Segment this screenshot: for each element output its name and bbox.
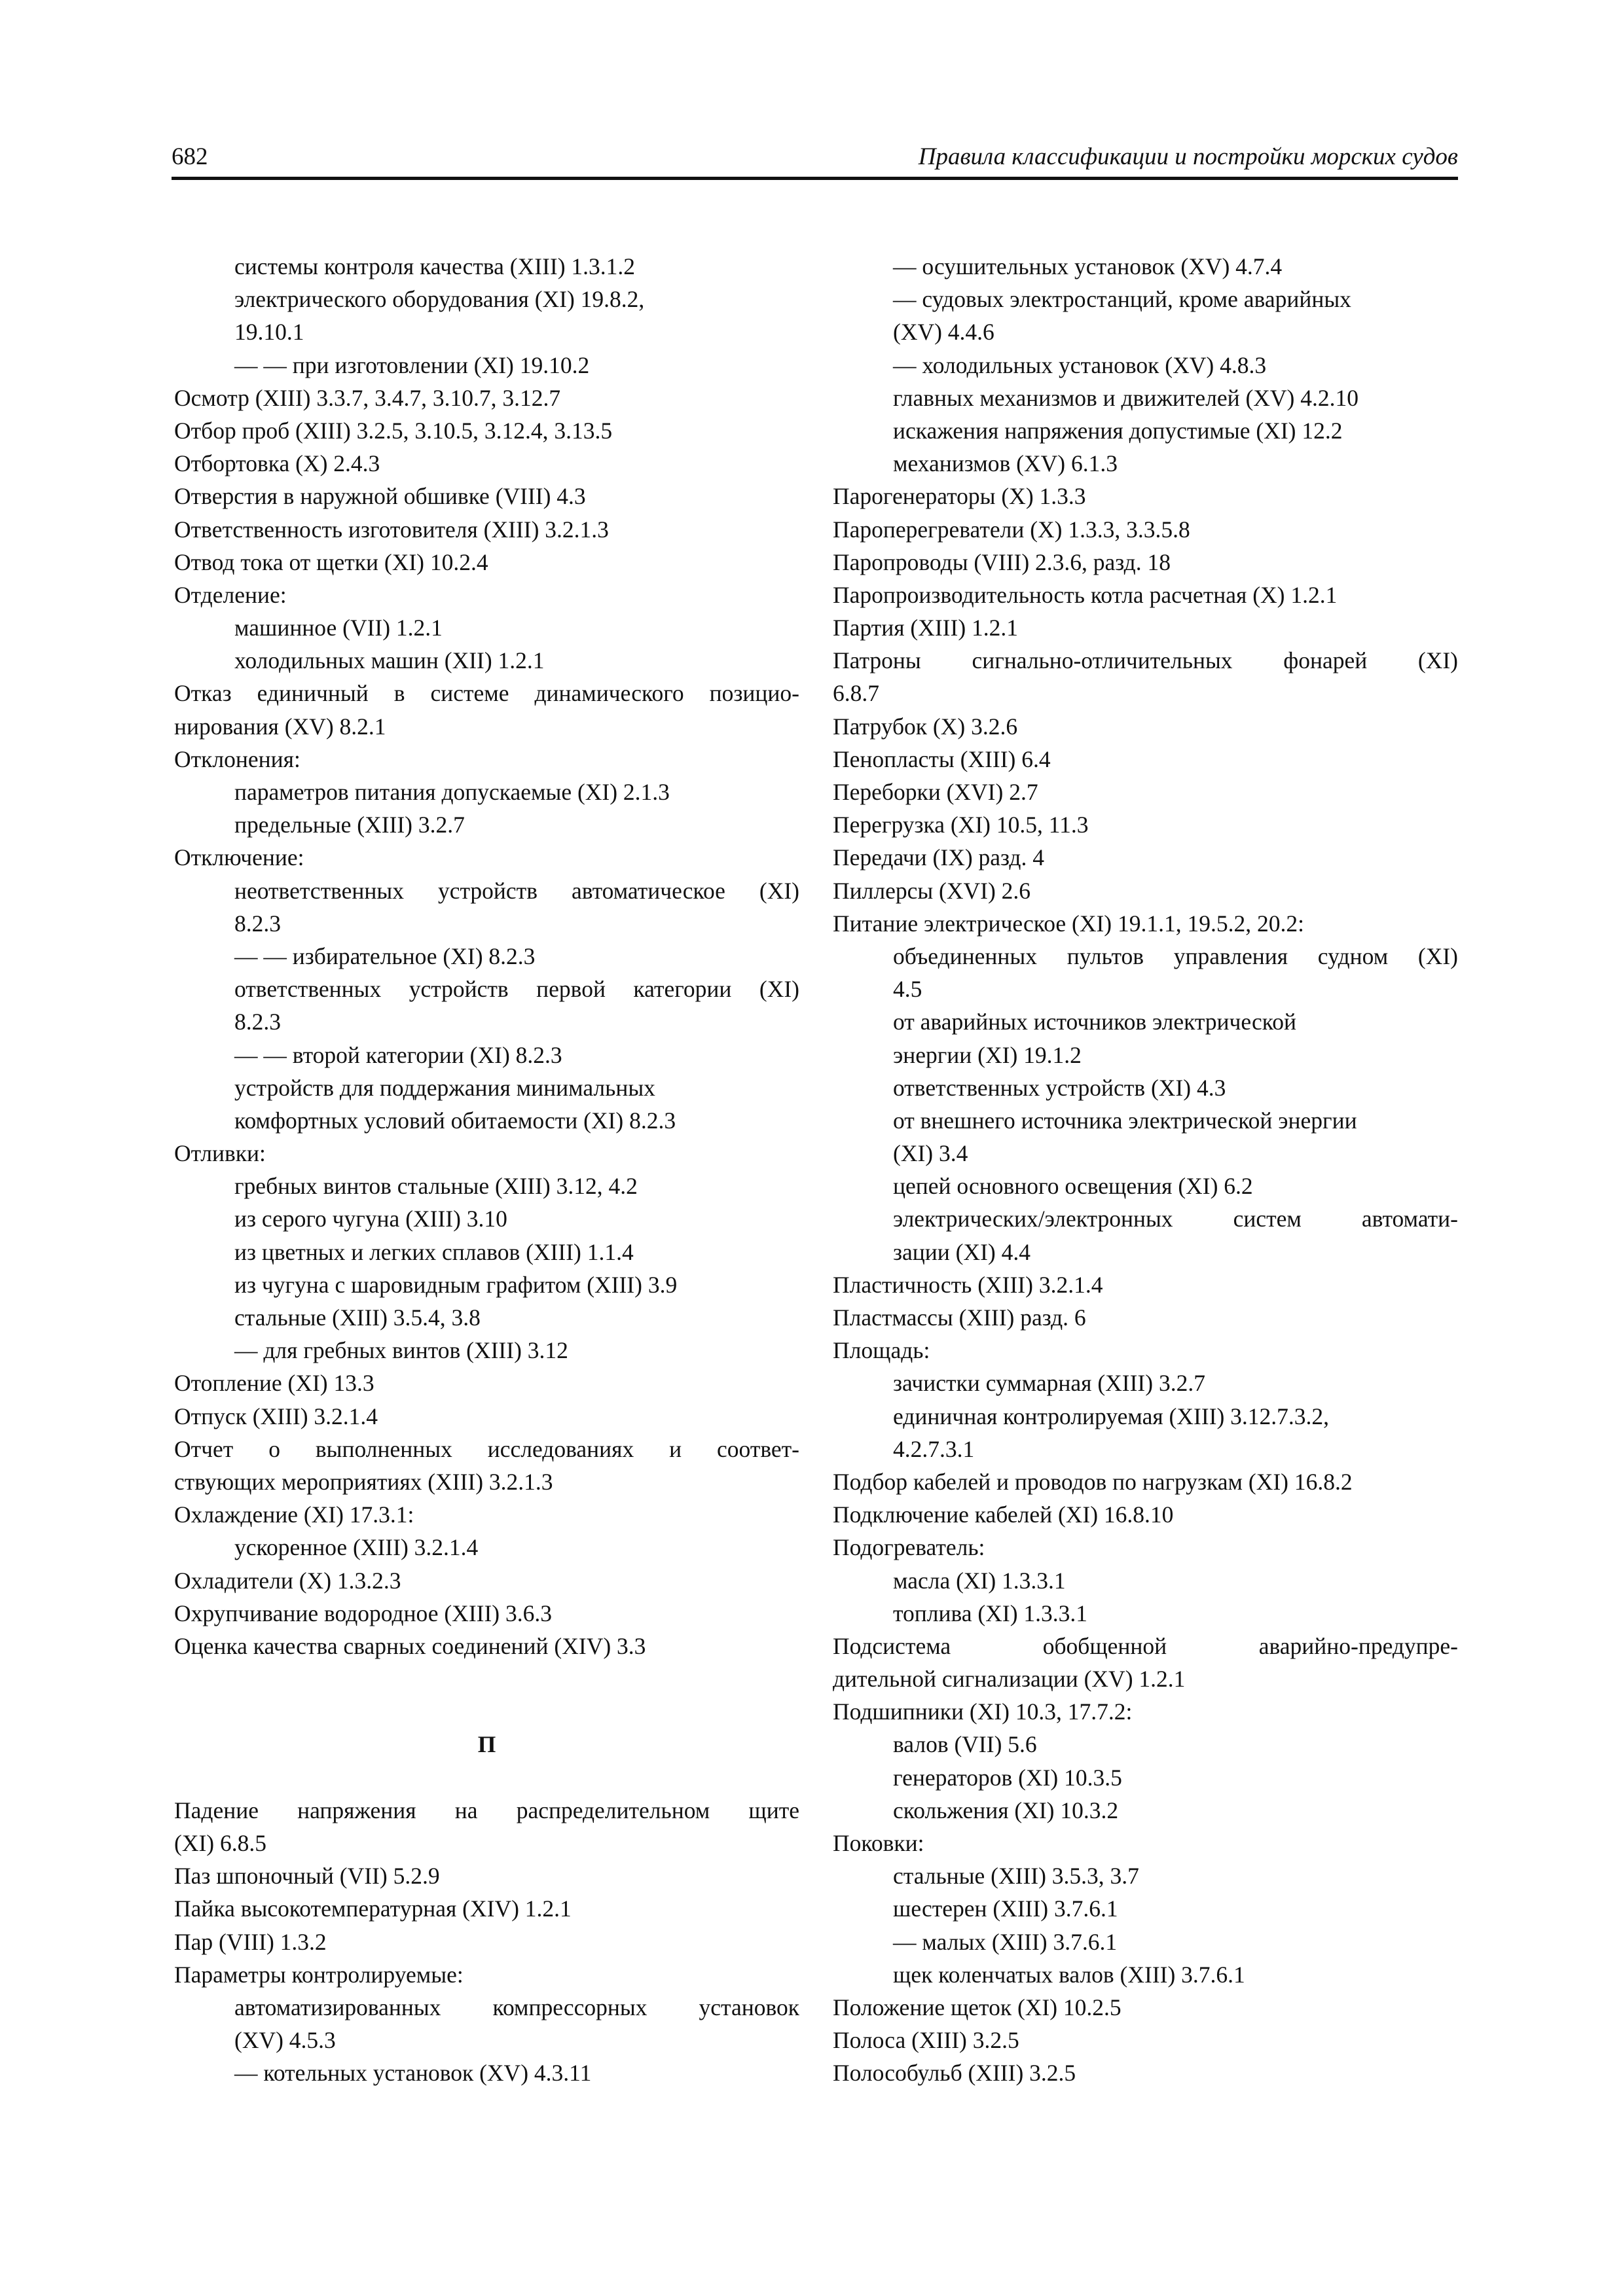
index-subentry: энергии (XI) 19.1.2: [893, 1041, 1082, 1068]
index-subentry: генераторов (XI) 10.3.5: [893, 1764, 1122, 1791]
index-subentry: — котельных установок (XV) 4.3.11: [234, 2060, 592, 2087]
index-subentry: единичная контролируемая (XIII) 3.12.7.3.2,: [893, 1403, 1330, 1429]
index-subentry: (XV) 4.4.6: [893, 319, 994, 346]
index-entry: Полоса (XIII) 3.2.5: [833, 2027, 1019, 2054]
index-subentry: цепей основного освещения (XI) 6.2: [893, 1173, 1253, 1200]
index-entry: Подогреватель:: [833, 1534, 985, 1561]
index-entry: Патроны сигнально-отличительных фонарей (XI): [833, 647, 1458, 674]
index-column-left: [174, 250, 799, 2090]
index-entry: Отвод тока от щетки (XI) 10.2.4: [174, 548, 488, 575]
index-entry: Партия (XIII) 1.2.1: [833, 615, 1019, 641]
index-subentry: гребных винтов стальные (XIII) 3.12, 4.2: [234, 1173, 638, 1200]
index-entry: Отклонения:: [174, 745, 301, 772]
index-subentry: масла (XI) 1.3.3.1: [893, 1567, 1066, 1594]
index-subentry: предельные (XIII) 3.2.7: [234, 812, 465, 838]
index-subentry: холодильных машин (XII) 1.2.1: [234, 647, 545, 674]
index-subentry: ответственных устройств первой категории (XI): [234, 976, 799, 1003]
index-subentry: — — второй категории (XI) 8.2.3: [234, 1041, 562, 1068]
index-subentry: (XI) 3.4: [893, 1140, 968, 1167]
index-entry: Питание электрическое (XI) 19.1.1, 19.5.2, 20.2:: [833, 910, 1304, 937]
index-entry: дительной сигнализации (XV) 1.2.1: [833, 1666, 1186, 1693]
index-subentry: электрических/электронных систем автомати-: [893, 1206, 1458, 1232]
index-subentry: — — при изготовлении (XI) 19.10.2: [234, 351, 590, 378]
index-entry: Пенопласты (XIII) 6.4: [833, 745, 1051, 772]
section-gap: [174, 1761, 799, 1794]
index-entry: Подключение кабелей (XI) 16.8.10: [833, 1501, 1174, 1528]
index-entry: Отказ единичный в системе динамического позицио-: [174, 680, 799, 707]
index-subentry: 4.2.7.3.1: [893, 1435, 975, 1462]
index-entry: Ответственность изготовителя (XIII) 3.2.1.3: [174, 516, 609, 543]
index-column-right: [833, 250, 1458, 2090]
index-subentry: зачистки суммарная (XIII) 3.2.7: [893, 1370, 1205, 1397]
index-subentry: — холодильных установок (XV) 4.8.3: [893, 351, 1267, 378]
index-subentry: системы контроля качества (XIII) 1.3.1.2: [234, 253, 636, 279]
section-letter: П: [477, 1731, 496, 1758]
index-entry: Отверстия в наружной обшивке (VIII) 4.3: [174, 483, 586, 510]
index-entry: (XI) 6.8.5: [174, 1830, 266, 1856]
index-entry: Положение щеток (XI) 10.2.5: [833, 1994, 1122, 2020]
index-subentry: ускоренное (XIII) 3.2.1.4: [234, 1534, 479, 1561]
index-subentry: — для гребных винтов (XIII) 3.12: [234, 1337, 568, 1364]
index-subentry: 4.5: [893, 976, 922, 1003]
index-subentry: неответственных устройств автоматическое (XI): [234, 877, 799, 904]
index-entry: Перегрузка (XI) 10.5, 11.3: [833, 812, 1089, 838]
index-subentry: — судовых электростанций, кроме аварийных: [893, 286, 1351, 313]
index-subentry: механизмов (XV) 6.1.3: [893, 450, 1118, 477]
index-entry: Отбор проб (XIII) 3.2.5, 3.10.5, 3.12.4, 3.13.5: [174, 417, 613, 444]
index-subentry: электрического оборудования (XI) 19.8.2,: [234, 286, 645, 313]
index-entry: нирования (XV) 8.2.1: [174, 713, 386, 740]
index-subentry: валов (VII) 5.6: [893, 1731, 1037, 1758]
index-entry: Поковки:: [833, 1830, 924, 1856]
index-subentry: искажения напряжения допустимые (XI) 12.2: [893, 417, 1343, 444]
index-entry: Паропроизводительность котла расчетная (X) 1.2.1: [833, 581, 1338, 608]
index-entry: Отбортовка (X) 2.4.3: [174, 450, 380, 477]
index-entry: Пластмассы (XIII) разд. 6: [833, 1304, 1086, 1331]
index-subentry: щек коленчатых валов (XIII) 3.7.6.1: [893, 1961, 1245, 1988]
index-entry: Парогенераторы (X) 1.3.3: [833, 483, 1086, 510]
index-subentry: из серого чугуна (XIII) 3.10: [234, 1206, 507, 1232]
index-entry: Отпуск (XIII) 3.2.1.4: [174, 1403, 378, 1429]
index-entry: Падение напряжения на распределительном щите: [174, 1797, 799, 1823]
index-entry: Охрупчивание водородное (XIII) 3.6.3: [174, 1600, 552, 1626]
section-gap: [174, 1662, 799, 1695]
index-subentry: от аварийных источников электрической: [893, 1009, 1296, 1035]
index-subentry: ответственных устройств (XI) 4.3: [893, 1074, 1226, 1101]
page-number: 682: [172, 143, 208, 170]
index-subentry: стальные (XIII) 3.5.4, 3.8: [234, 1304, 481, 1331]
section-gap: [174, 1695, 799, 1728]
index-subentry: скольжения (XI) 10.3.2: [893, 1797, 1119, 1823]
index-entry: Площадь:: [833, 1337, 930, 1364]
index-subentry: машинное (VII) 1.2.1: [234, 615, 443, 641]
index-entry: Охладители (X) 1.3.2.3: [174, 1567, 401, 1594]
page-header: [172, 141, 1458, 180]
index-subentry: зации (XI) 4.4: [893, 1238, 1031, 1265]
index-subentry: устройств для поддержания минимальных: [234, 1074, 655, 1101]
index-entry: Пароперегреватели (X) 1.3.3, 3.3.5.8: [833, 516, 1190, 543]
index-entry: Пар (VIII) 1.3.2: [174, 1928, 327, 1955]
index-subentry: комфортных условий обитаемости (XI) 8.2.3: [234, 1107, 676, 1134]
index-entry: Подбор кабелей и проводов по нагрузкам (XI) 16.8.2: [833, 1468, 1353, 1495]
index-subentry: (XV) 4.5.3: [234, 2027, 336, 2054]
index-entry: Пиллерсы (XVI) 2.6: [833, 877, 1031, 904]
index-subentry: 8.2.3: [234, 910, 281, 937]
index-subentry: 19.10.1: [234, 319, 304, 346]
index-subentry: стальные (XIII) 3.5.3, 3.7: [893, 1863, 1139, 1890]
index-subentry: 8.2.3: [234, 1009, 281, 1035]
index-entry: Пайка высокотемпературная (XIV) 1.2.1: [174, 1895, 572, 1922]
index-subentry: из цветных и легких сплавов (XIII) 1.1.4: [234, 1238, 634, 1265]
index-entry: Параметры контролируемые:: [174, 1961, 464, 1988]
index-subentry: из чугуна с шаровидным графитом (XIII) 3.9: [234, 1271, 678, 1298]
index-subentry: — малых (XIII) 3.7.6.1: [893, 1928, 1118, 1955]
index-subentry: параметров питания допускаемые (XI) 2.1.3: [234, 779, 670, 805]
index-subentry: главных механизмов и движителей (XV) 4.2.10: [893, 384, 1359, 411]
index-entry: Подшипники (XI) 10.3, 17.7.2:: [833, 1698, 1133, 1725]
running-title: Правила классификации и постройки морских судов: [918, 143, 1458, 170]
index-entry: Передачи (IX) разд. 4: [833, 844, 1044, 871]
index-entry: Охлаждение (XI) 17.3.1:: [174, 1501, 414, 1528]
index-entry: Паз шпоночный (VII) 5.2.9: [174, 1863, 440, 1890]
index-entry: ствующих мероприятиях (XIII) 3.2.1.3: [174, 1468, 553, 1495]
index-entry: Переборки (XVI) 2.7: [833, 779, 1038, 805]
index-subentry: автоматизированных компрессорных установок: [234, 1994, 799, 2020]
index-entry: Патрубок (X) 3.2.6: [833, 713, 1018, 740]
index-subentry: шестерен (XIII) 3.7.6.1: [893, 1895, 1118, 1922]
index-entry: 6.8.7: [833, 680, 879, 707]
header-rule: [172, 177, 1458, 180]
index-entry: Паропроводы (VIII) 2.3.6, разд. 18: [833, 548, 1171, 575]
index-entry: Осмотр (XIII) 3.3.7, 3.4.7, 3.10.7, 3.12.7: [174, 384, 561, 411]
index-entry: Пластичность (XIII) 3.2.1.4: [833, 1271, 1103, 1298]
index-entry: Отделение:: [174, 581, 287, 608]
index-subentry: топлива (XI) 1.3.3.1: [893, 1600, 1088, 1626]
index-subentry: — — избирательное (XI) 8.2.3: [234, 942, 536, 969]
index-entry: Подсистема обобщенной аварийно-предупре-: [833, 1632, 1458, 1659]
index-entry: Отключение:: [174, 844, 304, 871]
index-subentry: объединенных пультов управления судном (XI): [893, 942, 1458, 969]
index-entry: Отопление (XI) 13.3: [174, 1370, 374, 1397]
index-subentry: — осушительных установок (XV) 4.7.4: [893, 253, 1283, 279]
index-entry: Оценка качества сварных соединений (XIV) 3.3: [174, 1632, 646, 1659]
index-subentry: от внешнего источника электрической энергии: [893, 1107, 1357, 1134]
index-entry: Отчет о выполненных исследованиях и соответ-: [174, 1435, 799, 1462]
index-entry: Отливки:: [174, 1140, 266, 1167]
index-entry: Полособульб (XIII) 3.2.5: [833, 2060, 1076, 2087]
